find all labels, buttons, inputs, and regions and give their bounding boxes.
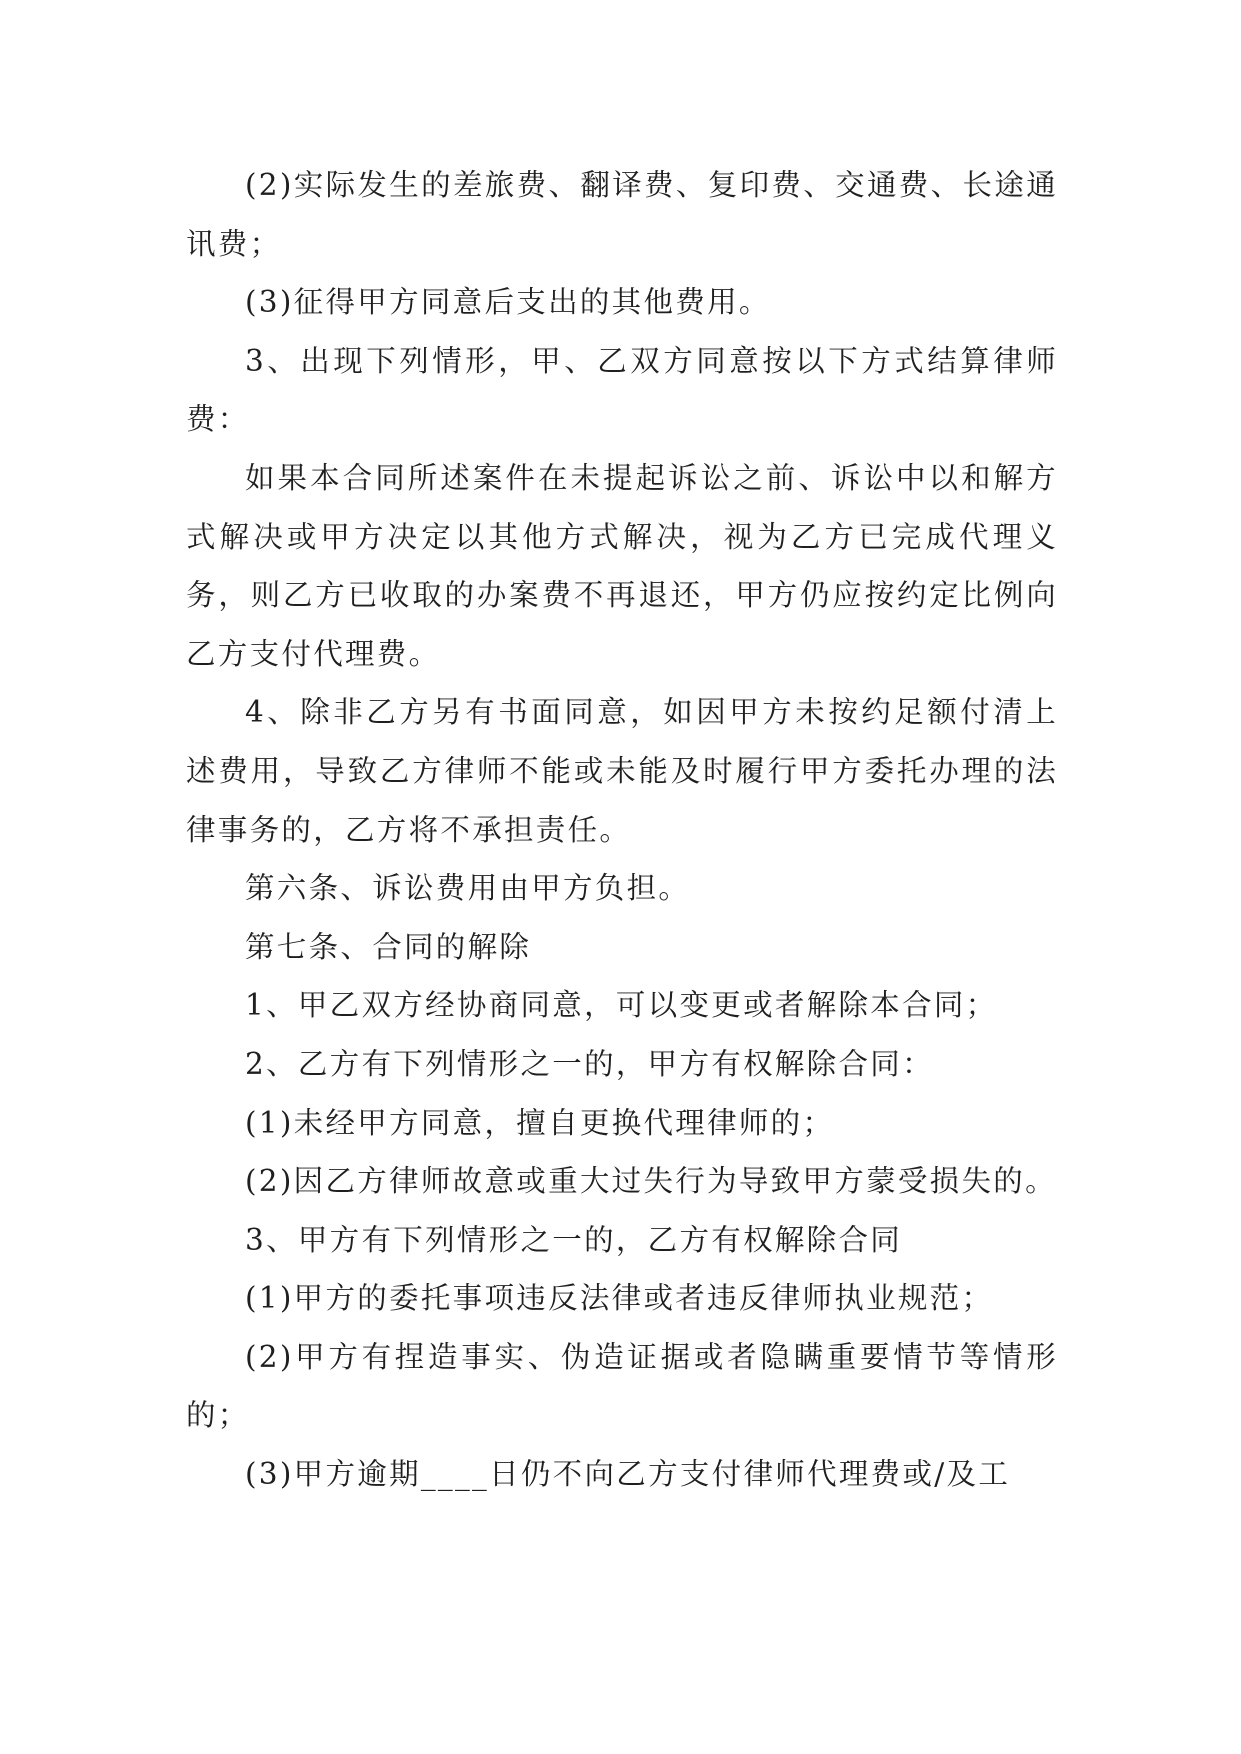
paragraph: 1、甲乙双方经协商同意，可以变更或者解除本合同； <box>245 988 998 1023</box>
document-body <box>186 156 1058 1504</box>
paragraph: (3)征得甲方同意后支出的其他费用。 <box>245 285 771 320</box>
paragraph: 3、甲方有下列情形之一的，乙方有权解除合同 <box>245 1222 903 1257</box>
paragraph: 如果本合同所述案件在未提起诉讼之前、诉讼中以和解方式解决或甲方决定以其他方式解决，视为乙方已完成代理义务，则乙方已收取的办案费不再退还，甲方仍应按约定比例向乙方支付代理费。 <box>186 460 1058 671</box>
paragraph: (1)甲方的委托事项违反法律或者违反律师执业规范； <box>245 1281 994 1316</box>
paragraph: 3、出现下列情形，甲、乙双方同意按以下方式结算律师费： <box>186 343 1058 437</box>
paragraph: 第七条、合同的解除 <box>245 929 532 964</box>
paragraph: (1)未经甲方同意，擅自更换代理律师的； <box>245 1105 835 1140</box>
paragraph: (2)因乙方律师故意或重大过失行为导致甲方蒙受损失的。 <box>245 1164 1057 1199</box>
paragraph: (2)实际发生的差旅费、翻译费、复印费、交通费、长途通讯费； <box>186 168 1058 261</box>
paragraph: 2、乙方有下列情形之一的，甲方有权解除合同： <box>245 1046 934 1081</box>
paragraph: 4、除非乙方另有书面同意，如因甲方未按约足额付清上述费用，导致乙方律师不能或未能及时履行甲方委托办理的法律事务的，乙方将不承担责任。 <box>186 695 1058 847</box>
paragraph: (2)甲方有捏造事实、伪造证据或者隐瞒重要情节等情形的； <box>186 1339 1058 1433</box>
paragraph: 第六条、诉讼费用由甲方负担。 <box>245 871 691 906</box>
paragraph: (3)甲方逾期____日仍不向乙方支付律师代理费或/及工 <box>245 1457 1011 1492</box>
